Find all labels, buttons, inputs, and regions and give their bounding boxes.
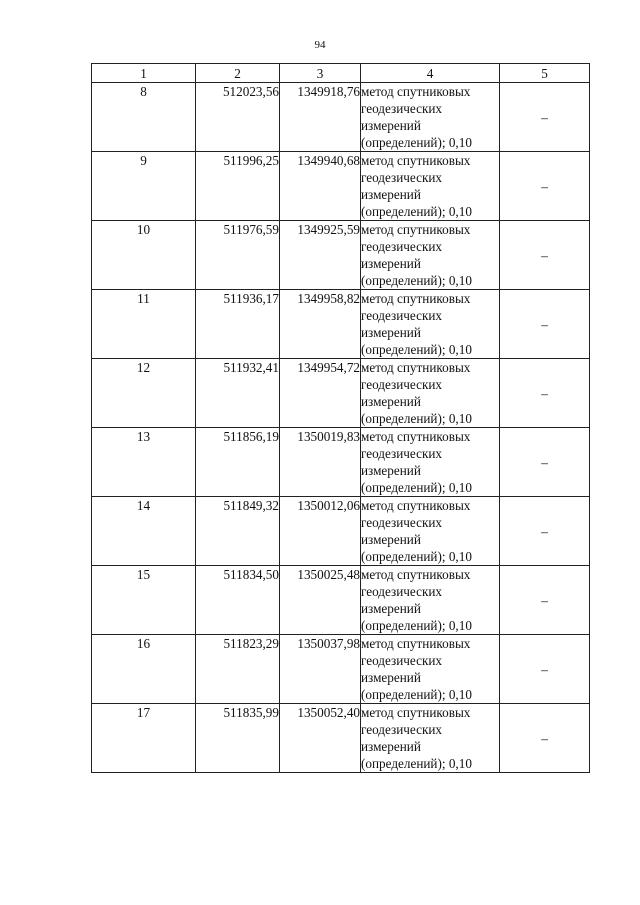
method-line: метод спутниковых (361, 705, 471, 720)
coordinate-x: 511823,29 (196, 635, 280, 704)
note-dash: – (500, 428, 590, 497)
method-description (361, 152, 500, 221)
method-line: измерений (361, 739, 421, 754)
point-number: 16 (92, 635, 196, 704)
coordinate-y: 1350052,40 (280, 704, 361, 773)
table-row (92, 83, 590, 152)
method-description (361, 290, 500, 359)
coordinate-x: 512023,56 (196, 83, 280, 152)
note-dash: – (500, 152, 590, 221)
method-line: геодезических (361, 584, 443, 599)
table-row (92, 704, 590, 773)
point-number: 13 (92, 428, 196, 497)
method-line: (определений); 0,10 (361, 549, 472, 564)
column-header: 2 (196, 64, 280, 83)
column-header: 4 (361, 64, 500, 83)
method-line: геодезических (361, 653, 443, 668)
method-line: метод спутниковых (361, 567, 471, 582)
coordinate-x: 511936,17 (196, 290, 280, 359)
coordinate-x: 511849,32 (196, 497, 280, 566)
table-row (92, 497, 590, 566)
method-line: метод спутниковых (361, 84, 471, 99)
method-line: измерений (361, 256, 421, 271)
method-line: измерений (361, 463, 421, 478)
table-row (92, 359, 590, 428)
column-header: 1 (92, 64, 196, 83)
point-number: 17 (92, 704, 196, 773)
table-row (92, 152, 590, 221)
method-line: (определений); 0,10 (361, 756, 472, 771)
note-dash: – (500, 566, 590, 635)
table-row (92, 290, 590, 359)
method-line: геодезических (361, 239, 443, 254)
method-line: (определений); 0,10 (361, 687, 472, 702)
table-row (92, 566, 590, 635)
method-line: метод спутниковых (361, 291, 471, 306)
coordinate-y: 1349958,82 (280, 290, 361, 359)
method-line: измерений (361, 187, 421, 202)
point-number: 10 (92, 221, 196, 290)
method-description (361, 83, 500, 152)
note-dash: – (500, 83, 590, 152)
method-line: геодезических (361, 515, 443, 530)
coordinate-x: 511856,19 (196, 428, 280, 497)
coordinate-y: 1349940,68 (280, 152, 361, 221)
table-body (92, 83, 590, 773)
method-description (361, 566, 500, 635)
coordinate-x: 511976,59 (196, 221, 280, 290)
method-line: метод спутниковых (361, 153, 471, 168)
method-line: (определений); 0,10 (361, 342, 472, 357)
point-number: 9 (92, 152, 196, 221)
point-number: 11 (92, 290, 196, 359)
method-line: геодезических (361, 101, 443, 116)
method-line: геодезических (361, 170, 443, 185)
coordinate-y: 1350012,06 (280, 497, 361, 566)
note-dash: – (500, 359, 590, 428)
method-description (361, 428, 500, 497)
method-description (361, 704, 500, 773)
method-line: геодезических (361, 308, 443, 323)
coordinate-y: 1350037,98 (280, 635, 361, 704)
method-line: (определений); 0,10 (361, 480, 472, 495)
note-dash: – (500, 497, 590, 566)
method-line: (определений); 0,10 (361, 273, 472, 288)
coordinate-x: 511834,50 (196, 566, 280, 635)
note-dash: – (500, 704, 590, 773)
method-line: метод спутниковых (361, 636, 471, 651)
method-description (361, 497, 500, 566)
method-line: измерений (361, 325, 421, 340)
coordinate-y: 1350019,83 (280, 428, 361, 497)
method-line: (определений); 0,10 (361, 411, 472, 426)
coordinate-y: 1350025,48 (280, 566, 361, 635)
page-number: 94 (314, 39, 326, 51)
note-dash: – (500, 635, 590, 704)
method-line: измерений (361, 394, 421, 409)
table-row (92, 221, 590, 290)
method-description (361, 359, 500, 428)
method-line: (определений); 0,10 (361, 135, 472, 150)
column-header: 5 (500, 64, 590, 83)
point-number: 8 (92, 83, 196, 152)
method-line: метод спутниковых (361, 429, 471, 444)
column-header: 3 (280, 64, 361, 83)
method-line: метод спутниковых (361, 360, 471, 375)
coordinate-x: 511932,41 (196, 359, 280, 428)
coordinate-y: 1349954,72 (280, 359, 361, 428)
method-line: измерений (361, 118, 421, 133)
method-line: измерений (361, 670, 421, 685)
method-line: (определений); 0,10 (361, 204, 472, 219)
table-header-row (92, 64, 590, 83)
coordinate-y: 1349925,59 (280, 221, 361, 290)
coordinate-y: 1349918,76 (280, 83, 361, 152)
coordinate-x: 511835,99 (196, 704, 280, 773)
table-row (92, 428, 590, 497)
point-number: 12 (92, 359, 196, 428)
coordinates-table (91, 63, 590, 773)
note-dash: – (500, 221, 590, 290)
coordinate-x: 511996,25 (196, 152, 280, 221)
method-line: геодезических (361, 446, 443, 461)
note-dash: – (500, 290, 590, 359)
method-line: измерений (361, 532, 421, 547)
method-line: метод спутниковых (361, 222, 471, 237)
method-line: (определений); 0,10 (361, 618, 472, 633)
point-number: 14 (92, 497, 196, 566)
point-number: 15 (92, 566, 196, 635)
method-description (361, 635, 500, 704)
method-line: измерений (361, 601, 421, 616)
method-description (361, 221, 500, 290)
method-line: геодезических (361, 722, 443, 737)
method-line: геодезических (361, 377, 443, 392)
method-line: метод спутниковых (361, 498, 471, 513)
table-row (92, 635, 590, 704)
